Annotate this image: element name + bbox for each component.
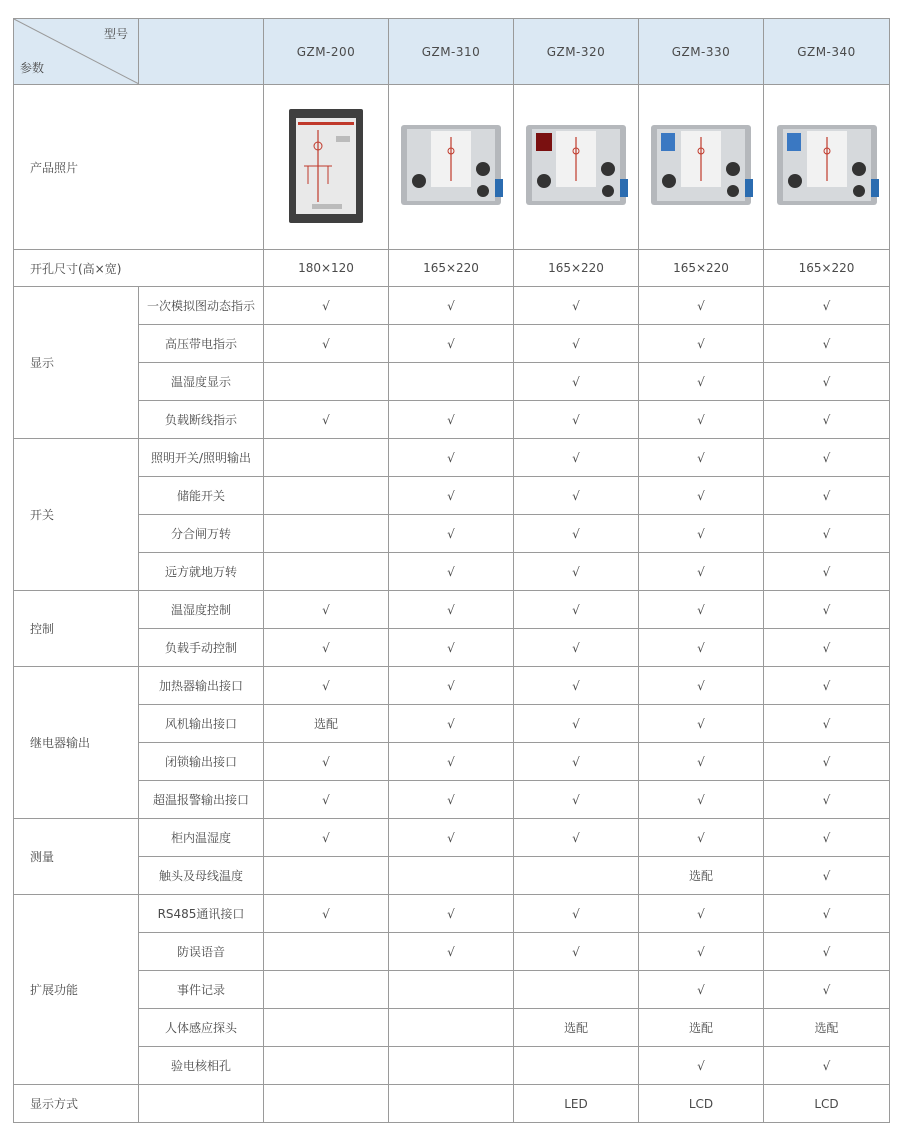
feature-label: 闭锁输出接口 (139, 743, 264, 781)
feature-value: √ (764, 515, 890, 553)
feature-label: 加热器输出接口 (139, 667, 264, 705)
feature-label: 温湿度控制 (139, 591, 264, 629)
feature-value: 选配 (514, 1009, 639, 1047)
feature-value: √ (389, 553, 514, 591)
feature-value: √ (639, 705, 764, 743)
feature-value: √ (514, 515, 639, 553)
product-image-gzm-320 (520, 121, 632, 211)
feature-value (264, 1009, 389, 1047)
feature-value: √ (764, 971, 890, 1009)
display-mode-blank (139, 1085, 264, 1123)
feature-value: √ (639, 971, 764, 1009)
feature-row (14, 895, 890, 933)
feature-value: √ (764, 857, 890, 895)
feature-value: √ (264, 591, 389, 629)
feature-value: √ (764, 819, 890, 857)
feature-value: √ (389, 325, 514, 363)
model-header-gzm-310: GZM-310 (389, 19, 514, 85)
feature-row (14, 515, 890, 553)
feature-value: √ (764, 895, 890, 933)
header-corner-cell (14, 19, 139, 85)
feature-label: 照明开关/照明输出 (139, 439, 264, 477)
feature-value: √ (764, 287, 890, 325)
feature-value: √ (639, 439, 764, 477)
category-label: 继电器输出 (14, 667, 139, 819)
feature-value: √ (764, 705, 890, 743)
feature-label: 风机输出接口 (139, 705, 264, 743)
feature-row (14, 971, 890, 1009)
category-label: 控制 (14, 591, 139, 667)
feature-value: √ (264, 287, 389, 325)
dimension-value: 165×220 (639, 250, 764, 287)
feature-label: 储能开关 (139, 477, 264, 515)
feature-value: √ (514, 401, 639, 439)
feature-row (14, 933, 890, 971)
feature-label: 分合闸万转 (139, 515, 264, 553)
feature-value: √ (389, 629, 514, 667)
feature-row (14, 819, 890, 857)
feature-label: RS485通讯接口 (139, 895, 264, 933)
feature-value: √ (764, 325, 890, 363)
product-image-gzm-310 (395, 121, 507, 211)
feature-value (264, 857, 389, 895)
feature-value (264, 553, 389, 591)
feature-value: √ (764, 439, 890, 477)
feature-value: √ (639, 933, 764, 971)
feature-value: √ (264, 401, 389, 439)
feature-row (14, 477, 890, 515)
feature-value: √ (389, 667, 514, 705)
model-header-gzm-200: GZM-200 (264, 19, 389, 85)
feature-value (514, 971, 639, 1009)
feature-label: 温湿度显示 (139, 363, 264, 401)
feature-value: √ (639, 629, 764, 667)
feature-value (389, 1009, 514, 1047)
product-image-gzm-340 (771, 121, 883, 211)
feature-value: √ (764, 591, 890, 629)
display-mode-value (264, 1085, 389, 1123)
feature-value (264, 477, 389, 515)
feature-label: 防误语音 (139, 933, 264, 971)
feature-row (14, 705, 890, 743)
feature-value: √ (389, 895, 514, 933)
feature-label: 柜内温湿度 (139, 819, 264, 857)
feature-value: √ (639, 781, 764, 819)
feature-label: 超温报警输出接口 (139, 781, 264, 819)
feature-value (264, 515, 389, 553)
feature-value: √ (389, 287, 514, 325)
display-mode-row (14, 1085, 890, 1123)
feature-label: 触头及母线温度 (139, 857, 264, 895)
product-photo-gzm-340 (764, 85, 890, 250)
feature-label: 高压带电指示 (139, 325, 264, 363)
feature-value: √ (389, 819, 514, 857)
feature-label: 远方就地万转 (139, 553, 264, 591)
feature-value: √ (264, 629, 389, 667)
feature-row (14, 553, 890, 591)
feature-row (14, 857, 890, 895)
display-mode-value (389, 1085, 514, 1123)
feature-value (264, 439, 389, 477)
feature-value: √ (764, 781, 890, 819)
feature-row (14, 1047, 890, 1085)
feature-label: 人体感应探头 (139, 1009, 264, 1047)
feature-value: √ (514, 781, 639, 819)
feature-value: √ (389, 933, 514, 971)
product-photo-gzm-310 (389, 85, 514, 250)
feature-row (14, 781, 890, 819)
category-label: 显示 (14, 287, 139, 439)
feature-value: 选配 (639, 857, 764, 895)
feature-value: √ (514, 819, 639, 857)
feature-value: 选配 (264, 705, 389, 743)
header-blank-cell (139, 19, 264, 85)
corner-param-label: 参数 (20, 61, 45, 75)
feature-value: √ (764, 401, 890, 439)
feature-value: √ (514, 629, 639, 667)
feature-value: √ (764, 933, 890, 971)
feature-value: √ (639, 363, 764, 401)
photo-row-label: 产品照片 (14, 85, 264, 250)
feature-value (514, 1047, 639, 1085)
feature-value: √ (514, 553, 639, 591)
feature-value: √ (389, 515, 514, 553)
feature-value: √ (389, 591, 514, 629)
category-label: 开关 (14, 439, 139, 591)
feature-value: √ (639, 667, 764, 705)
product-image-gzm-200 (286, 106, 366, 226)
feature-row (14, 363, 890, 401)
feature-value: √ (389, 439, 514, 477)
feature-label: 负载手动控制 (139, 629, 264, 667)
feature-value: √ (264, 819, 389, 857)
display-mode-value: LCD (639, 1085, 764, 1123)
feature-label: 验电核相孔 (139, 1047, 264, 1085)
feature-value: √ (264, 667, 389, 705)
feature-value: √ (639, 743, 764, 781)
header-row (14, 19, 890, 85)
feature-row (14, 743, 890, 781)
dimension-value: 165×220 (764, 250, 890, 287)
feature-value: √ (514, 363, 639, 401)
feature-value: √ (764, 477, 890, 515)
spec-table (13, 18, 890, 1123)
corner-model-label: 型号 (103, 27, 128, 41)
display-mode-label: 显示方式 (14, 1085, 139, 1123)
feature-value (264, 363, 389, 401)
dimension-value: 165×220 (514, 250, 639, 287)
feature-value: √ (639, 515, 764, 553)
category-label: 扩展功能 (14, 895, 139, 1085)
feature-value: √ (639, 477, 764, 515)
feature-value: √ (264, 781, 389, 819)
feature-label: 负载断线指示 (139, 401, 264, 439)
feature-value (264, 933, 389, 971)
feature-row (14, 1009, 890, 1047)
feature-value: √ (514, 325, 639, 363)
feature-value: √ (389, 401, 514, 439)
feature-row (14, 629, 890, 667)
feature-label: 一次模拟图动态指示 (139, 287, 264, 325)
feature-value: √ (639, 553, 764, 591)
feature-value: √ (639, 895, 764, 933)
feature-value: √ (514, 705, 639, 743)
feature-value: √ (514, 591, 639, 629)
feature-value (389, 971, 514, 1009)
feature-row (14, 287, 890, 325)
feature-value: √ (639, 591, 764, 629)
feature-value: √ (514, 667, 639, 705)
product-photo-gzm-330 (639, 85, 764, 250)
feature-value: √ (389, 743, 514, 781)
feature-label: 事件记录 (139, 971, 264, 1009)
feature-value: √ (514, 743, 639, 781)
feature-row (14, 325, 890, 363)
product-image-gzm-330 (645, 121, 757, 211)
feature-value (264, 971, 389, 1009)
feature-value: √ (764, 667, 890, 705)
dimension-row-label: 开孔尺寸(高×宽) (14, 250, 264, 287)
feature-row (14, 439, 890, 477)
feature-value: √ (514, 287, 639, 325)
feature-value: √ (389, 705, 514, 743)
feature-value (264, 1047, 389, 1085)
feature-value: √ (514, 439, 639, 477)
product-photo-gzm-320 (514, 85, 639, 250)
feature-value: √ (389, 477, 514, 515)
feature-value: √ (639, 1047, 764, 1085)
feature-value: √ (264, 325, 389, 363)
display-mode-value: LED (514, 1085, 639, 1123)
feature-value: √ (639, 819, 764, 857)
dimension-row (14, 250, 890, 287)
feature-value: √ (264, 743, 389, 781)
feature-value: 选配 (639, 1009, 764, 1047)
display-mode-value: LCD (764, 1085, 890, 1123)
feature-row (14, 401, 890, 439)
feature-value: √ (764, 363, 890, 401)
photo-row (14, 85, 890, 250)
feature-value: √ (639, 401, 764, 439)
feature-value: √ (389, 781, 514, 819)
feature-value (514, 857, 639, 895)
feature-row (14, 591, 890, 629)
feature-value: √ (639, 287, 764, 325)
feature-value: √ (764, 743, 890, 781)
feature-value: √ (764, 553, 890, 591)
feature-row (14, 667, 890, 705)
model-header-gzm-320: GZM-320 (514, 19, 639, 85)
feature-value: √ (639, 325, 764, 363)
feature-value (389, 1047, 514, 1085)
feature-value: √ (514, 477, 639, 515)
feature-value: √ (514, 895, 639, 933)
feature-value (389, 857, 514, 895)
dimension-value: 165×220 (389, 250, 514, 287)
feature-value: √ (764, 1047, 890, 1085)
dimension-value: 180×120 (264, 250, 389, 287)
model-header-gzm-330: GZM-330 (639, 19, 764, 85)
feature-value: √ (264, 895, 389, 933)
product-photo-gzm-200 (264, 85, 389, 250)
feature-value (389, 363, 514, 401)
feature-value: 选配 (764, 1009, 890, 1047)
model-header-gzm-340: GZM-340 (764, 19, 890, 85)
feature-value: √ (764, 629, 890, 667)
category-label: 测量 (14, 819, 139, 895)
feature-value: √ (514, 933, 639, 971)
